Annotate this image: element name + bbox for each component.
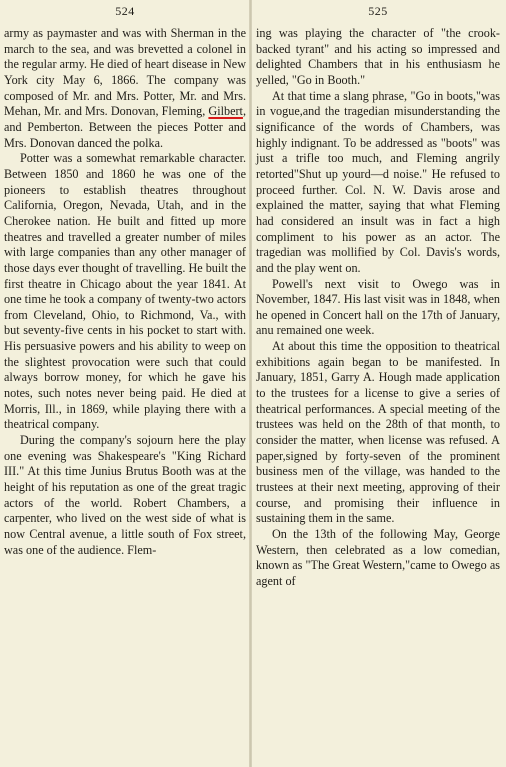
page-number-right: 525 [368, 4, 388, 18]
left-p1-after: , and Pemberton. Between the pieces Potter and Mrs. Donovan danced the polka. [4, 104, 246, 150]
right-paragraph-4: At about this time the opposition to theatrical exhibitions again began to be manifested. In January, 1851, Garry A. Hough made application to the trustees for a license to give a series of theatrical performances. A special meeting of the trustees was held on the 28th of that month, to consider the matter, when license was refused. A paper,signed by forty-seven of the prominent business men of the village, was handed to the trustees at their next meeting, approving of their course, and promising their influence in sustaining them in the same. [256, 339, 500, 526]
left-paragraph-2: Potter was a somewhat remarkable character. Between 1850 and 1860 he was one of the pioneers to establish theatres throughout California, Oregon, Nevada, Utah, and in the Cherokee nation. He built and fitted up more theatres and travelled a greater number of miles with large companies than any other manager of those days ever thought of travelling. He built the first theatre in Chicago about the year 1841. At one time he took a company of twenty-two actors from Cleveland, Ohio, to Richmond, Va., with but seventy-five cents in his pocket to start with. His persuasive powers and his ability to weep on the slightest provocation were such that could always borrow money, for which he gave his notes, such notes never being paid. He died at Morris, Ill., in 1869, while playing there with a theatrical company. [4, 151, 247, 432]
left-p1-before: army as paymaster and was with Sherman in the march to the sea, and was brevetted a colonel in the regular army. He died of heart disease in New York city May 6, 1866. The company was composed of Mr. and Mrs. Potter, Mr. and Mrs. Mehan, Mr. and Mrs. Donovan, Fleming, [4, 26, 246, 119]
left-paragraph-1 [4, 26, 246, 151]
right-page-text [256, 26, 500, 590]
left-paragraph-3: During the company's sojourn here the play one evening was Shakespeare's "King Richard III." At this time Junius Brutus Booth was at the height of his reputation as one of the great tragic actors of the world. Robert Chambers, a carpenter, who lived on the west side of what is now Central avenue, a little south of Fox street, was one of the audience. Flem- [4, 433, 246, 557]
left-page-text [4, 26, 246, 558]
right-paragraph-5: On the 13th of the following May, George Western, then celebrated as a low comedian, known as "The Great Western,"came to Owego as agent of [256, 527, 500, 588]
right-paragraph-3: Powell's next visit to Owego was in November, 1847. His last visit was in 1848, when he opened in Concert hall on the 17th of January, anu remained one week. [256, 276, 500, 338]
underlined-name: Gilbert [208, 104, 243, 119]
right-page [251, 0, 506, 767]
left-page [0, 0, 251, 767]
right-paragraph-2: At that time a slang phrase, "Go in boots,"was in vogue,and the tragedian misunderstanding the significance of the words of Chambers, was highly indignant. To be addressed as "boots" was just a trifle too much, and Fleming angrily retorted"Shut up yourd—d noise." He refused to proceed further. Col. N. W. Davis arose and explained the matter, saying that what Fleming had considered an insult was in fact a high compliment to his power as an actor. The tragedian was mollified by Col. Davis's words, and the play went on. [256, 88, 500, 275]
right-paragraph-1: ing was playing the character of "the crook-backed tyrant" and his acting so impressed and delighted Chambers that in his enthusiasm he yelled, "Go in Booth." [256, 26, 500, 87]
page-number-left: 524 [115, 4, 135, 18]
